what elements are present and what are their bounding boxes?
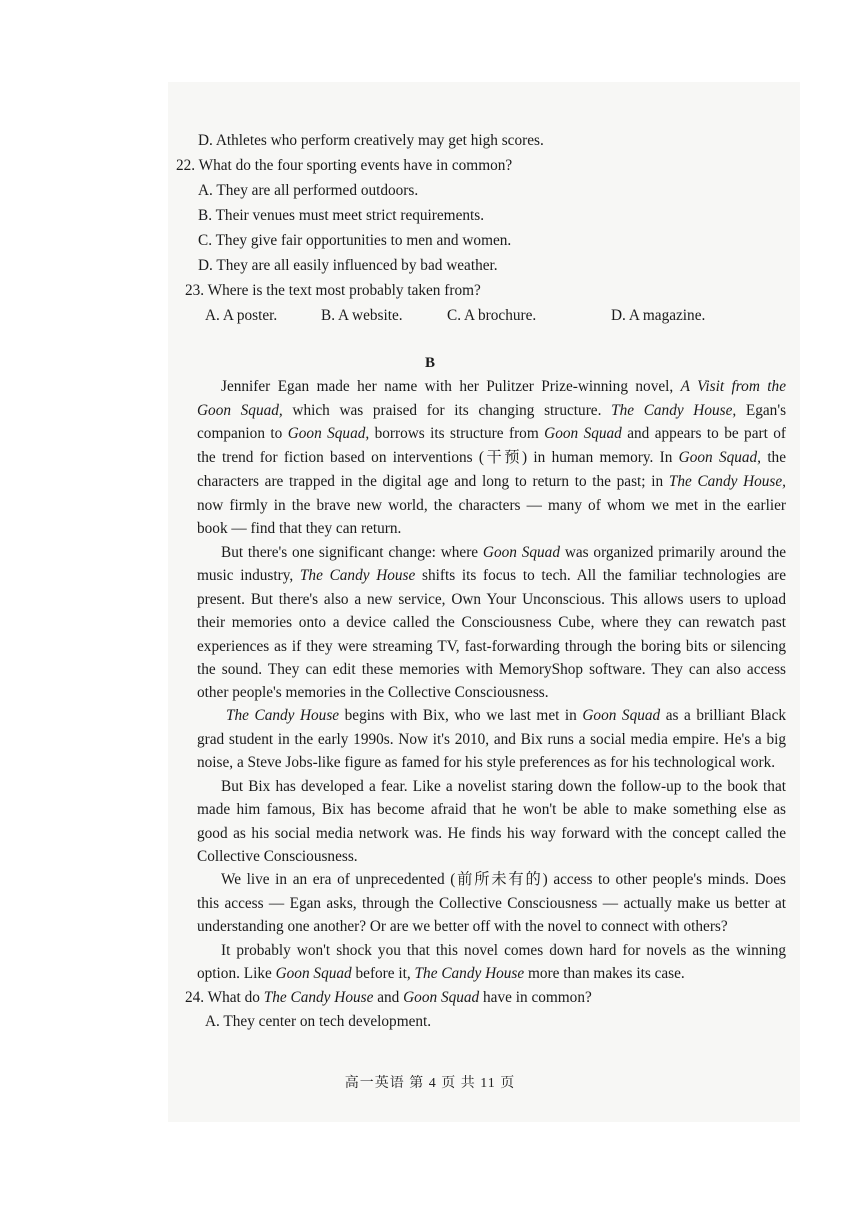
- book-title: The Candy House: [226, 707, 340, 724]
- q22-question: 22. What do the four sporting events have in common?: [176, 157, 513, 174]
- text-line: experiences as if they were streaming TV, fast-forwarding through the boring bits or silencing: [197, 638, 786, 655]
- text-span: before it,: [355, 965, 411, 982]
- text-span: borrows its structure from: [374, 425, 539, 442]
- text-line: [197, 424, 786, 444]
- text-span: have in common?: [483, 989, 592, 1006]
- q22-option-b: B. Their venues must meet strict requirements.: [198, 207, 485, 224]
- q23-option-d: D. A magazine.: [611, 307, 706, 324]
- text-line: We live in an era of unprecedented (前所未有的) access to other people's minds. Does: [221, 871, 786, 888]
- text-span: the trend for fiction based on interventions (干预) in human memory. In: [197, 449, 673, 466]
- text-line: book — find that they can return.: [197, 520, 402, 537]
- text-line: [197, 566, 786, 586]
- text-span: Jennifer Egan made her name with her Pulitzer Prize-winning novel,: [221, 378, 674, 395]
- section-heading: B: [424, 355, 435, 371]
- text-span: as a brilliant Black: [665, 707, 787, 724]
- text-line: But Bix has developed a fear. Like a novelist staring down the follow-up to the book that: [221, 778, 786, 795]
- book-title: Goon Squad,: [287, 425, 370, 442]
- text-line: now firmly in the brave new world, the characters — many of whom we met in the earlier: [197, 497, 786, 514]
- text-line: good as his social media network was. He finds his way forward with the concept called the: [197, 825, 786, 842]
- text-span: which was praised for its changing structure.: [292, 402, 602, 419]
- text-span: and: [377, 989, 400, 1006]
- text-line: understanding one another? Or are we better off with the novel to connect with others?: [197, 918, 728, 935]
- book-title: Goon Squad,: [678, 449, 762, 466]
- book-title: Goon Squad: [544, 425, 622, 442]
- book-title: Goon Squad,: [197, 402, 283, 419]
- text-line: [197, 401, 786, 421]
- text-line: this access — Egan asks, through the Collective Consciousness — actually make us better at: [197, 895, 786, 912]
- text-line: [221, 377, 786, 397]
- page-footer: 高一英语 第 4 页 共 11 页: [344, 1076, 516, 1091]
- book-title: The Candy House: [299, 567, 416, 584]
- text-line: [197, 448, 786, 468]
- book-title: A Visit from the: [680, 378, 786, 395]
- text-line: [221, 543, 786, 563]
- q22-option-a: A. They are all performed outdoors.: [198, 182, 419, 199]
- book-title: The Candy House,: [611, 402, 737, 419]
- text-line: noise, a Steve Jobs-like figure as famed for his style preferences as for his technological work.: [197, 754, 776, 771]
- q23-question: 23. Where is the text most probably taken from?: [185, 282, 481, 299]
- q23-option-a: A. A poster.: [205, 307, 278, 324]
- q24-question: [185, 988, 592, 1008]
- book-title: Goon Squad: [482, 544, 560, 561]
- book-title: Goon Squad: [275, 965, 352, 982]
- text-span: companion to: [197, 425, 283, 442]
- book-title: The Candy House: [263, 989, 374, 1006]
- text-line: Collective Consciousness.: [197, 848, 358, 865]
- q21-option-d: D. Athletes who perform creatively may get high scores.: [198, 132, 544, 149]
- text-line: their memories onto a device called the Consciousness Cube, where they can rewatch past: [197, 614, 786, 631]
- q22-option-c: C. They give fair opportunities to men and women.: [198, 232, 512, 249]
- text-line: [226, 706, 786, 726]
- text-line: [197, 472, 786, 492]
- q24-option-a: A. They center on tech development.: [205, 1013, 432, 1030]
- text-line: grad student in the early 1990s. Now it's 2010, and Bix runs a social media empire. He's a big: [197, 731, 786, 748]
- text-span: and appears to be part of: [627, 425, 786, 442]
- text-span: was organized primarily around the: [564, 544, 787, 561]
- book-title: The Candy House: [414, 965, 525, 982]
- text-line: made him famous, Bix has become afraid that he won't be able to make something else as: [197, 801, 786, 818]
- text-line: the sound. They can edit these memories with MemoryShop software. They can also access: [197, 661, 786, 678]
- text-span: music industry,: [197, 567, 294, 584]
- book-title: Goon Squad: [403, 989, 480, 1006]
- text-span: Egan's: [745, 402, 787, 419]
- text-span: more than makes its case.: [528, 965, 685, 982]
- text-line: [197, 964, 685, 984]
- text-span: 24. What do: [185, 989, 260, 1006]
- q23-option-c: C. A brochure.: [447, 307, 537, 324]
- text-line: It probably won't shock you that this novel comes down hard for novels as the winning: [221, 942, 786, 959]
- text-span: characters are trapped in the digital age and long to return to the past; in: [197, 473, 664, 490]
- book-title: Goon Squad: [582, 707, 661, 724]
- text-line: present. But there's also a new service, Own Your Unconscious. This allows users to upload: [197, 591, 786, 608]
- q22-option-d: D. They are all easily influenced by bad weather.: [198, 257, 498, 274]
- text-line: other people's memories in the Collective Consciousness.: [197, 684, 549, 701]
- q23-option-b: B. A website.: [321, 307, 403, 324]
- text-span: option. Like: [197, 965, 272, 982]
- text-span: But there's one significant change: where: [221, 544, 479, 561]
- book-title: The Candy House,: [668, 473, 786, 490]
- text-span: the: [767, 449, 787, 466]
- text-span: begins with Bix, who we last met in: [344, 707, 577, 724]
- text-span: shifts its focus to tech. All the familiar technologies are: [422, 567, 786, 584]
